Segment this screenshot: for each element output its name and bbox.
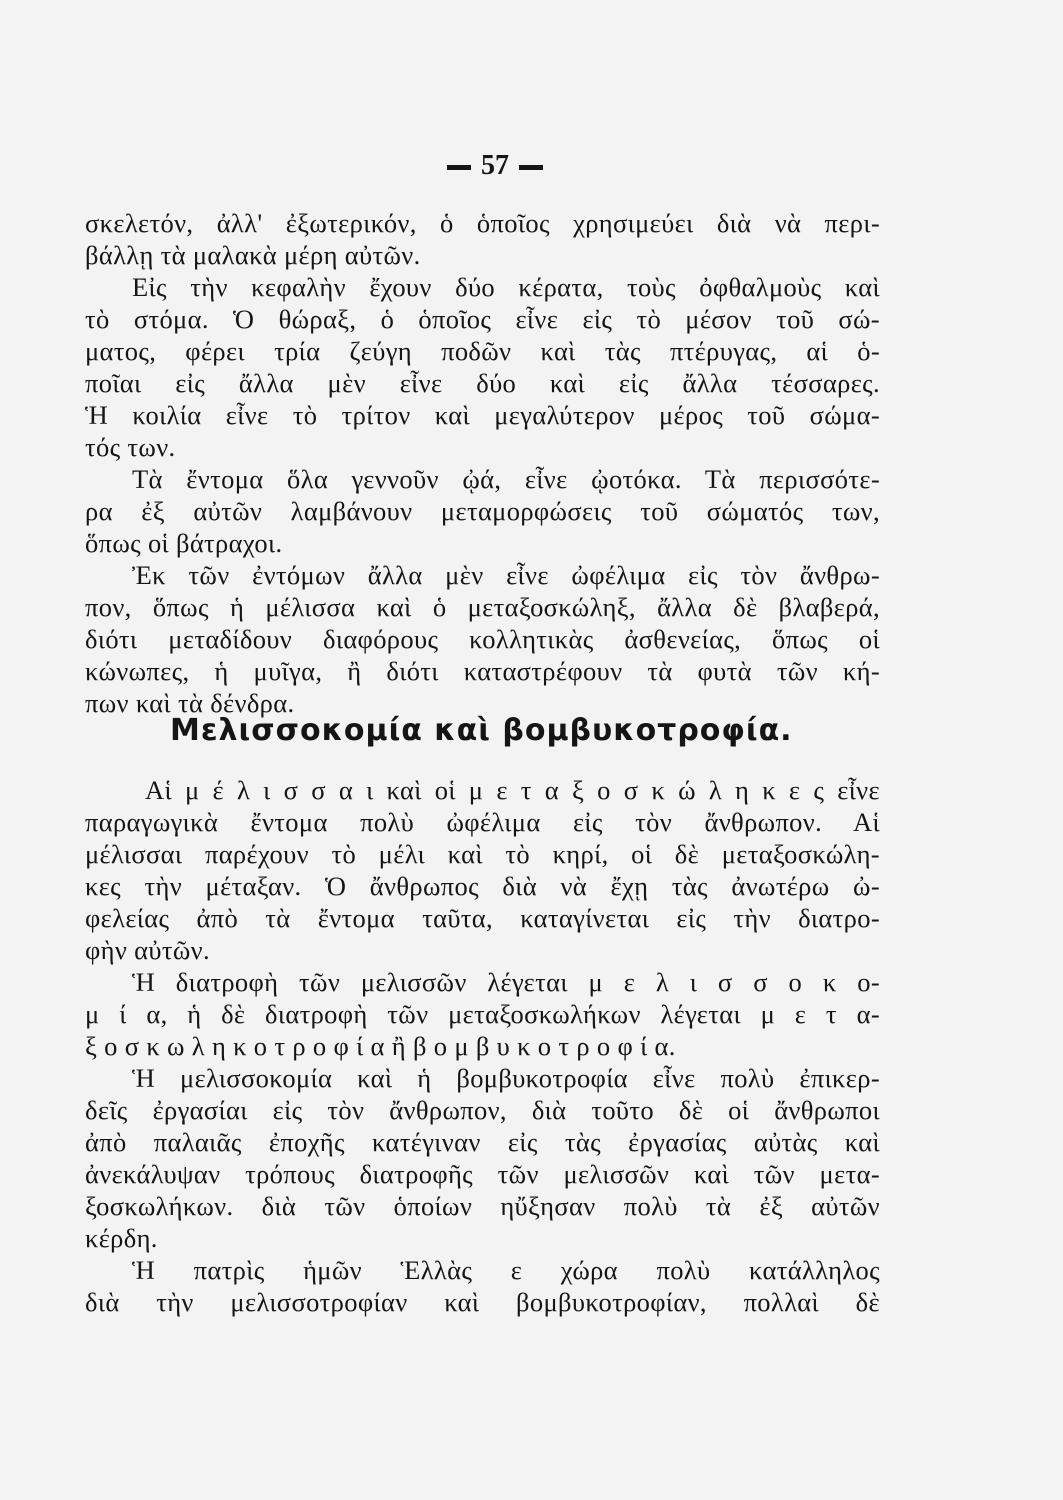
- text-line: πον, ὅπως ἡ μέλισσα καὶ ὁ μεταξοσκώληξ, ἄλλα δὲ βλαβερά,: [85, 592, 880, 622]
- text-line: ρα ἐξ αὐτῶν λαμβάνουν μεταμορφώσεις τοῦ σώματός των,: [85, 496, 880, 526]
- text-line: μέλισσαι παρέχουν τὸ μέλι καὶ τὸ κηρί, οἱ δὲ μεταξοσκώλη-: [85, 839, 880, 869]
- page-number-text: 57: [481, 150, 509, 181]
- text-line: Αἱ μ έ λ ι σ σ α ι καὶ οἱ μ ε τ α ξ ο σ κ ώ λ η κ ε ς εἶνε: [145, 775, 880, 805]
- text-line: κώνωπες, ἡ μυῖγα, ἢ διότι καταστρέφουν τὰ φυτὰ τῶν κή-: [85, 656, 880, 686]
- text-line: βάλλῃ τὰ μαλακὰ μέρη αὐτῶν.: [85, 240, 421, 270]
- text-line: μ ί α, ἡ δὲ διατροφὴ τῶν μεταξοσκωλήκων λέγεται μ ε τ α-: [85, 999, 880, 1029]
- text-line: Ἡ διατροφὴ τῶν μελισσῶν λέγεται μ ε λ ι σ σ ο κ ο-: [132, 967, 880, 997]
- text-line: διὰ τὴν μελισσοτροφίαν καὶ βομβυκοτροφίαν, πολλαὶ δὲ: [85, 1287, 880, 1317]
- text-line: κες τὴν μέταξαν. Ὁ ἄνθρωπος διὰ νὰ ἔχῃ τὰς ἀνωτέρω ὠ-: [85, 871, 880, 901]
- right-dash-ornament: [519, 165, 543, 170]
- text-line: παραγωγικὰ ἔντομα πολὺ ὠφέλιμα εἰς τὸν ἄνθρωπον. Αἱ: [85, 807, 880, 837]
- page-number: [420, 150, 570, 182]
- text-line: ματος, φέρει τρία ζεύγη ποδῶν καὶ τὰς πτέρυγας, αἱ ὁ-: [85, 336, 880, 366]
- text-line: Ἡ πατρὶς ἡμῶν Ἑλλὰς ε χώρα πολὺ κατάλληλος: [132, 1255, 880, 1285]
- text-line: δεῖς ἐργασίαι εἰς τὸν ἄνθρωπον, διὰ τοῦτο δὲ οἱ ἄνθρωποι: [85, 1095, 880, 1125]
- text-line: τός των.: [85, 432, 176, 462]
- text-line: πων καὶ τὰ δένδρα.: [85, 688, 295, 718]
- text-line: φὴν αὐτῶν.: [85, 935, 210, 965]
- text-line: τὸ στόμα. Ὁ θώραξ, ὁ ὁποῖος εἶνε εἰς τὸ μέσον τοῦ σώ-: [85, 304, 880, 334]
- text-line: Τὰ ἔντομα ὅλα γεννοῦν ᾠά, εἶνε ᾠοτόκα. Τὰ περισσότε-: [132, 464, 880, 494]
- text-line: Ἐκ τῶν ἐντόμων ἄλλα μὲν εἶνε ὠφέλιμα εἰς τὸν ἄνθρω-: [132, 560, 880, 590]
- text-line: Ἡ μελισσοκομία καὶ ἡ βομβυκοτροφία εἶνε πολὺ ἐπικερ-: [132, 1063, 880, 1093]
- text-line: Ἡ κοιλία εἶνε τὸ τρίτον καὶ μεγαλύτερον μέρος τοῦ σώμα-: [85, 400, 880, 430]
- text-line: ὅπως οἱ βάτραχοι.: [85, 528, 283, 558]
- text-line: σκελετόν, ἀλλ' ἐξωτερικόν, ὁ ὁποῖος χρησιμεύει διὰ νὰ περι-: [85, 208, 880, 238]
- text-line: φελείας ἀπὸ τὰ ἔντομα ταῦτα, καταγίνεται εἰς τὴν διατρο-: [85, 903, 880, 933]
- text-line: ξ ο σ κ ω λ η κ ο τ ρ ο φ ί α ἢ β ο μ β υ κ ο τ ρ ο φ ί α.: [85, 1031, 676, 1061]
- section-heading: Μελισσοκομία καὶ βομβυκοτροφία.: [170, 713, 793, 748]
- text-line: ἀνεκάλυψαν τρόπους διατροφῆς τῶν μελισσῶν καὶ τῶν μετα-: [85, 1159, 880, 1189]
- text-line: ποῖαι εἰς ἄλλα μὲν εἶνε δύο καὶ εἰς ἄλλα τέσσαρες.: [85, 368, 880, 398]
- text-line: ἀπὸ παλαιᾶς ἐποχῆς κατέγιναν εἰς τὰς ἐργασίας αὐτὰς καὶ: [85, 1127, 880, 1157]
- text-line: κέρδη.: [85, 1223, 158, 1253]
- text-line: διότι μεταδίδουν διαφόρους κολλητικὰς ἀσθενείας, ὅπως οἱ: [85, 624, 880, 654]
- text-line: Εἰς τὴν κεφαλὴν ἔχουν δύο κέρατα, τοὺς ὀφθαλμοὺς καὶ: [132, 272, 880, 302]
- left-dash-ornament: [447, 165, 471, 170]
- text-line: ξοσκωλήκων. διὰ τῶν ὁποίων ηὔξησαν πολὺ τὰ ἐξ αὐτῶν: [85, 1191, 880, 1221]
